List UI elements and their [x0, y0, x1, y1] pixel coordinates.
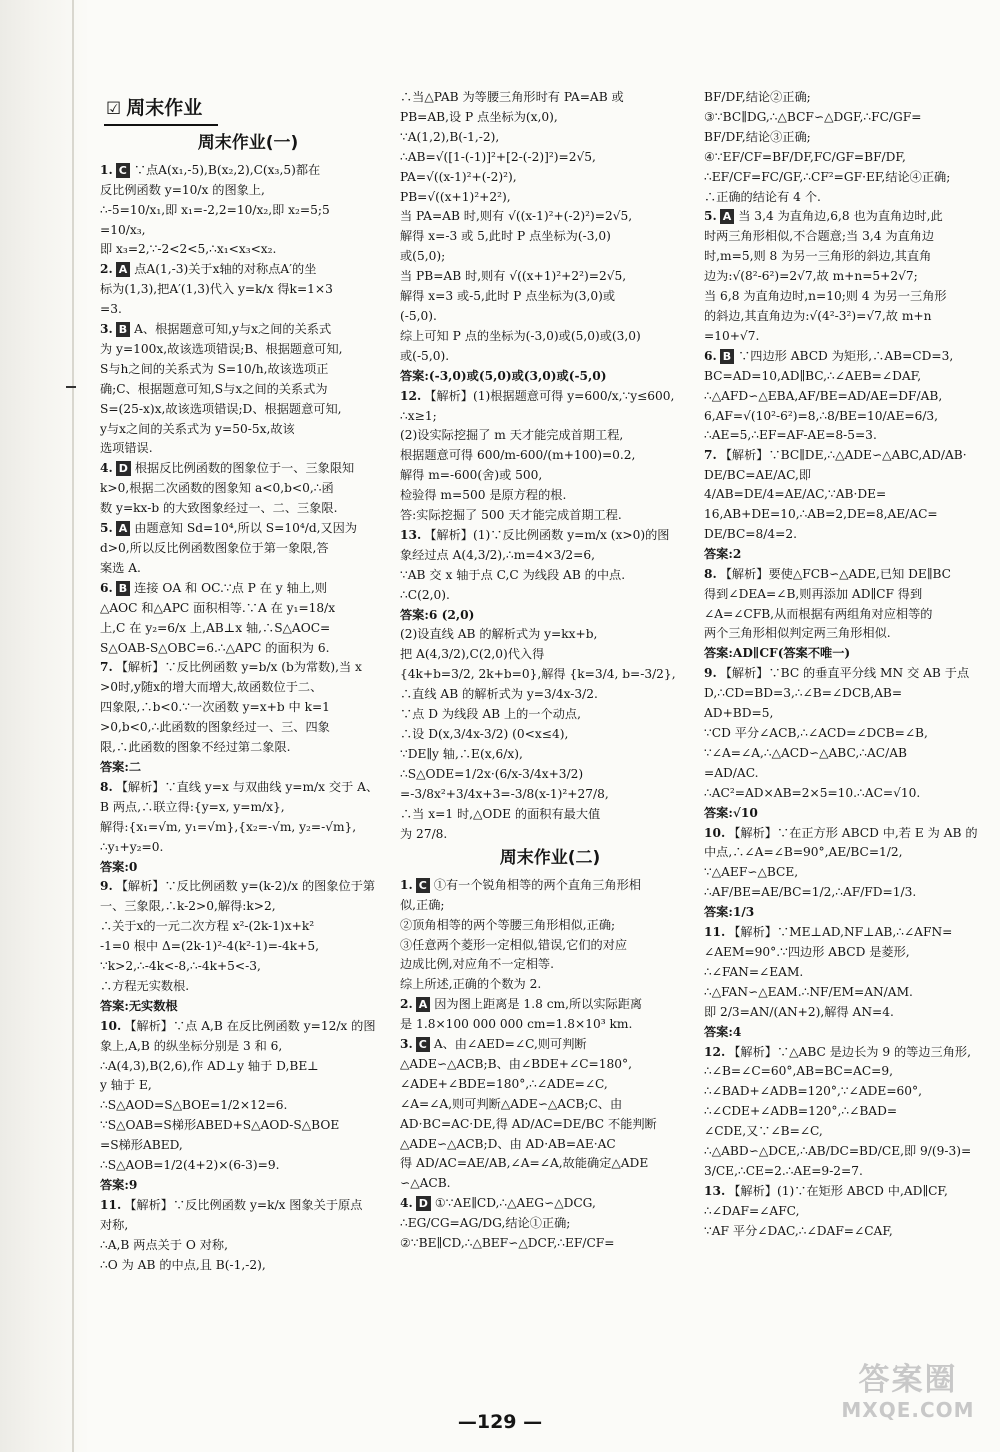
text-line: 【解析】∵在正方形 ABCD 中,若 E 为 AB 的	[728, 825, 978, 840]
text-line: 6,AF=√(10²-6²)=8,∴8/BE=10/AE=6/3,	[704, 408, 939, 423]
question-2	[100, 260, 396, 319]
text-line: {4k+b=3/2, 2k+b=0},解得 {k=3/4, b=-3/2},	[400, 667, 676, 682]
text-line: ∴A(4,3),B(2,6),作 AD⊥y 轴于 D,BE⊥	[100, 1058, 319, 1073]
text-line: ∵AB 交 x 轴于点 C,C 为线段 AB 的中点.	[400, 567, 626, 582]
text-line: 象经过点 A(4,3/2),∴m=4×3/2=6,	[400, 547, 595, 562]
text-line: 检验得 m=500 是原方程的根.	[400, 488, 567, 503]
answer-choice-badge: A	[720, 209, 735, 224]
text-line: 【解析】∵BC 的垂直平分线 MN 交 AB 于点	[719, 666, 970, 681]
text-line: ∴EG/CG=AG/DG,结论①正确;	[400, 1216, 571, 1231]
text-line: 【解析】(1)∵在矩形 ABCD 中,AD∥CF,	[728, 1183, 948, 1198]
text-line: =10/x₃,	[100, 222, 146, 237]
text-line: ∵点 D 为线段 AB 上的一个动点,	[400, 707, 581, 722]
question-number: 12.	[400, 388, 422, 403]
text-line: 【解析】∵反比例函数 y=k/x 图象关于原点	[124, 1197, 363, 1212]
text-line: △ADE∽△ACB;D、由 AD·AB=AE·AC	[400, 1136, 616, 1151]
text-line: ∴S△AOD=S△BOE=1/2×12=6.	[100, 1098, 288, 1113]
text-line: =-3/8x²+3/4x+3=-3/8(x-1)²+27/8,	[400, 786, 609, 801]
text-line: DE/BC=8/4=2.	[704, 526, 797, 541]
text-line: ∴方程无实数根.	[100, 978, 190, 993]
text-line: ∵S△OAB=S梯形ABED+S△AOD-S△BOE	[100, 1118, 340, 1133]
text-line: 由题意知 Sd=10⁴,所以 S=10⁴/d,又因为	[134, 521, 358, 536]
answer-choice-badge: B	[116, 581, 130, 596]
text-line: 案选 A.	[100, 560, 141, 575]
text-line: 【解析】∵直线 y=x 与双曲线 y=m/x 交于 A、	[115, 779, 379, 794]
text-line: ∴正确的结论有 4 个.	[704, 189, 821, 204]
answer-choice-badge: D	[116, 461, 131, 476]
text-line: 似,正确;	[400, 897, 445, 912]
text-line: ②顶角相等的两个等腰三角形相似,正确;	[400, 917, 616, 932]
question-number: 8.	[100, 779, 113, 794]
question-2-8	[704, 565, 994, 664]
text-line: 得 AD/AC=AE/AB,∠A=∠A,故能确定△ADE	[400, 1156, 649, 1171]
text-line: ∴C(2,0).	[400, 587, 450, 602]
question-number: 2.	[400, 997, 413, 1012]
question-2-11	[704, 923, 994, 1041]
text-line: ∴∠B=∠C=60°,AB=BC=AC=9,	[704, 1064, 894, 1079]
text-line: 16,AB+DE=10,∴AB=2,DE=8,AE/AC=	[704, 507, 938, 522]
text-line: ∵△AEF∽△BCE,	[704, 865, 799, 880]
text-line: ∴AF/BE=AE/BC=1/2,∴AF/FD=1/3.	[704, 885, 917, 900]
text-line: DE/BC=AE/AC,即 4/AB=DE/4=AE/AC,∵AB·DE=	[704, 468, 887, 502]
question-2-13	[704, 1182, 994, 1241]
watermark-sub: MXQE.COM	[841, 1398, 975, 1422]
text-line: 一、三象限,∴k-2>0,解得:k>2,	[100, 899, 276, 914]
text-line: S=(25-x)x,故该选项错误;D、根据题意可知,	[100, 401, 342, 416]
text-line: ∴当△PAB 为等腰三角形时有 PA=AB 或	[400, 90, 624, 104]
answer-page	[100, 88, 995, 1328]
text-line: 上,C 在 y₂=6/x 上,AB⊥x 轴,∴S△AOC=	[100, 620, 331, 635]
text-line: y与x之间的关系式为 y=50-5x,故该	[100, 421, 295, 436]
text-line: (2)设实际挖掘了 m 天才能完成首期工程,	[400, 428, 624, 443]
text-line: ∴A,B 两点关于 O 对称,	[100, 1237, 228, 1252]
text-line: 3/CE,∴CE=2.∴AE=9-2=7.	[704, 1163, 863, 1178]
text-line: ∴∠BAD+∠ADB=120°,∵∠ADE=60°,	[704, 1084, 923, 1099]
text-line: ∽△ACB.	[400, 1176, 451, 1191]
answer-choice-badge: C	[416, 1037, 430, 1052]
answer-line: 答案:AD∥CF(答案不唯一)	[704, 646, 851, 661]
question-number: 6.	[704, 348, 717, 363]
question-number: 4.	[100, 461, 113, 476]
answer-choice-badge: B	[720, 349, 734, 364]
text-line: 为 y=100x,故该选项错误;B、根据题意可知,	[100, 341, 343, 356]
answer-line: 答案:(-3,0)或(5,0)或(3,0)或(-5,0)	[400, 368, 607, 383]
question-2-7	[704, 446, 994, 563]
text-line: ∴当 x=1 时,△ODE 的面积有最大值	[400, 806, 601, 821]
text-line: 综上可知 P 点的坐标为(-3,0)或(5,0)或(3,0)	[400, 328, 641, 343]
text-line: ∴△ABD∽△DCE,∴AB/DC=BD/CE,即 9/(9-3)=	[704, 1144, 972, 1159]
question-12	[400, 387, 700, 525]
text-line: 或(5,0);	[400, 249, 446, 264]
text-line: =S梯形ABED,	[100, 1138, 183, 1153]
question-3	[100, 320, 396, 458]
text-line: A、由∠AED=∠C,则可判断	[433, 1037, 587, 1052]
text-line: ∵∠A=∠A,∴△ACD∽△ABC,∴AC/AB	[704, 745, 907, 760]
question-2-6	[704, 347, 994, 446]
text-line: △AOC 和△APC 面积相等.∵A 在 y₁=18/x	[100, 600, 336, 615]
text-line: △ADE∽△ACB;B、由∠BDE+∠C=180°,	[400, 1056, 632, 1071]
text-line: d>0,所以反比例函数图象位于第一象限,答	[100, 541, 329, 555]
text-line: 时两三角形相似,不合题意;当 3,4 为直角边	[704, 229, 935, 244]
text-line: 当 PB=AB 时,则有 √((x+1)²+2²)=2√5,	[400, 269, 627, 284]
text-line: ∴∠DAF=∠AFC,	[704, 1203, 800, 1218]
text-line: ∵AF 平分∠DAC,∴∠DAF=∠CAF,	[704, 1223, 893, 1238]
subtitle-weekend-1: 周末作业(一)	[197, 133, 299, 154]
text-line: 限,∴此函数的图象不经过第二象限.	[100, 740, 291, 755]
binding-margin	[0, 0, 90, 1452]
text-line: 解得:{x₁=√m, y₁=√m},{x₂=-√m, y₂=-√m},	[100, 819, 357, 834]
section-banner	[104, 94, 218, 126]
text-line: ∠A=∠A,则可判断△ADE∽△ACB;C、由	[400, 1096, 623, 1111]
page-number: —129 —	[457, 1411, 543, 1433]
text-line: ∴直线 AB 的解析式为 y=3/4x-3/2.	[400, 687, 598, 702]
question-number: 4.	[400, 1196, 413, 1211]
question-number: 13.	[704, 1183, 726, 1198]
text-line: (2)设直线 AB 的解析式为 y=kx+b,	[400, 627, 598, 642]
text-line: ∵四边形 ABCD 为矩形,∴AB=CD=3,	[738, 348, 954, 363]
text-line: ∠AEM=90°.∵四边形 ABCD 是菱形,	[704, 944, 910, 959]
text-line: ①有一个锐角相等的两个直角三角形相	[433, 877, 641, 892]
text-line: 时,m=5,则 8 为另一三角形的斜边,其直角	[704, 249, 932, 264]
text-line: 即 2/3=AN/(AN+2),解得 AN=4.	[704, 1004, 894, 1019]
question-number: 13.	[400, 527, 422, 542]
question-number: 1.	[100, 162, 113, 177]
question-11	[100, 1196, 396, 1275]
text-line: AD+BD=5,	[704, 706, 774, 721]
question-1	[100, 161, 396, 260]
text-line: ②∵BE∥CD,∴△BEF∽△DCF,∴EF/CF=	[400, 1236, 615, 1251]
answer-choice-badge: C	[416, 878, 430, 893]
text-line: 反比例函数 y=10/x 的图象上,	[100, 182, 265, 197]
text-line: 边为:√(8²-6²)=2√7,故 m+n=5+2√7;	[704, 269, 918, 284]
question-number: 2.	[100, 262, 113, 277]
text-line: k>0,根据二次函数的图象知 a<0,b<0,∴函	[100, 481, 334, 496]
question-2-4	[400, 1194, 700, 1253]
text-line: PB=√((x+1)²+2²),	[400, 189, 511, 204]
text-line: 两个三角形相似判定两三角形相似.	[704, 626, 891, 641]
question-number: 10.	[100, 1018, 122, 1033]
text-line: =10+√7.	[704, 328, 760, 343]
answer-choice-badge: C	[116, 163, 130, 178]
text-line: =3.	[100, 302, 122, 317]
text-line: 选项错误.	[100, 441, 153, 456]
text-line: 把 A(4,3/2),C(2,0)代入得	[400, 647, 545, 662]
question-number: 10.	[704, 825, 726, 840]
text-line: ∴关于x的一元二次方程 x²-(2k-1)x+k²	[100, 919, 315, 934]
text-line: ∴S△ODE=1/2x·(6/x-3/4x+3/2)	[400, 766, 584, 781]
text-line: ∴∠CDE+∠ADB=120°,∴∠BAD=	[704, 1104, 898, 1119]
text-line: 或(-5,0).	[400, 348, 450, 363]
text-line: 对称,	[100, 1217, 129, 1232]
answer-choice-badge: A	[116, 262, 131, 277]
text-line: ∵k>2,∴-4k<-8,∴-4k+5<-3,	[100, 959, 261, 974]
text-line: 根据题意可得 600/m-600/(m+100)=0.2,	[400, 448, 636, 463]
question-7	[100, 658, 396, 776]
text-line: 当 PA=AB 时,则有 √((x-1)²+(-2)²)=2√5,	[400, 209, 633, 224]
answer-line: 答案:√10	[704, 805, 758, 820]
column-2	[400, 88, 700, 1328]
question-9	[100, 877, 396, 1015]
text-line: >0,b<0,∴此函数的图象经过一、三、四象	[100, 720, 330, 735]
question-number: 5.	[100, 521, 113, 536]
text-line: 【解析】(1)∵反比例函数 y=m/x (x>0)的图	[424, 527, 670, 542]
text-line: ∠ADE+∠BDE=180°,∴∠ADE=∠C,	[400, 1076, 608, 1091]
text-line: ∵A(1,2),B(-1,-2),	[400, 129, 500, 144]
text-line: 数 y=kx-b 的大致图象经过一、二、三象限.	[100, 501, 338, 516]
text-line: ∴AE=5,∴EF=AF-AE=8-5=3.	[704, 428, 877, 443]
watermark-logo	[824, 1362, 992, 1422]
text-line: ∴AB=√([1-(-1)]²+[2-(-2)]²)=2√5,	[400, 149, 596, 164]
question-2-2	[400, 995, 700, 1034]
answer-choice-badge: A	[116, 521, 131, 536]
text-line: BF/DF,结论②正确;	[704, 90, 811, 104]
question-2-10	[704, 824, 994, 923]
text-line: 得到∠DEA=∠B,则再添加 AD∥CF 得到	[704, 586, 923, 601]
question-10	[100, 1017, 396, 1195]
text-line: 综上所述,正确的个数为 2.	[400, 977, 542, 992]
question-13	[400, 526, 700, 844]
text-line: 【解析】要使△FCB∽△ADE,已知 DE∥BC	[719, 566, 951, 581]
text-line: y 轴于 E,	[100, 1078, 152, 1093]
text-line: 当 3,4 为直角边,6,8 也为直角边时,此	[738, 209, 943, 224]
text-line: S△OAB-S△OBC=6.∴△APC 的面积为 6.	[100, 640, 330, 655]
question-4	[100, 459, 396, 518]
text-line: ∴S△AOB=1/2(4+2)×(6-3)=9.	[100, 1158, 280, 1173]
question-2-3	[400, 1035, 700, 1193]
answer-line: 答案:无实数根	[100, 998, 178, 1013]
question-6	[100, 579, 396, 658]
text-line: AD·BC=AC·DE,得 AD/AC=DE/BC 不能判断	[400, 1116, 657, 1131]
text-line: PB=AB,设 P 点坐标为(x,0),	[400, 109, 558, 124]
subtitle-weekend-2: 周末作业(二)	[499, 848, 601, 869]
text-line: ∴△AFD∽△EBA,AF/BE=AD/AE=DF/AB,	[704, 388, 943, 403]
text-line: 【解析】∵点 A,B 在反比例函数 y=12/x 的图	[124, 1018, 376, 1033]
answer-line: 答案:1/3	[704, 905, 755, 920]
text-line: ∠A=∠CFB,从而根据有两组角对应相等的	[704, 606, 933, 621]
text-line: 答:实际挖掘了 500 天才能完成首期工程.	[400, 508, 622, 523]
text-line: 标为(1,3),把A′(1,3)代入 y=k/x 得k=1×3	[100, 282, 333, 297]
text-line: S与h之间的关系式为 S=10/h,故该选项正	[100, 361, 329, 376]
text-line: ∴△FAN∽△EAM.∴NF/EM=AN/AM.	[704, 984, 913, 999]
answer-line: 答案:4	[704, 1024, 742, 1039]
question-number: 9.	[704, 666, 717, 681]
text-line: (-5,0).	[400, 308, 437, 323]
text-line: 【解析】∵BC∥DE,∴△ADE∽△ABC,AD/AB·	[719, 448, 967, 463]
text-line: -1=0 根中 Δ=(2k-1)²-4(k²-1)=-4k+5,	[100, 939, 319, 954]
question-8	[100, 778, 396, 877]
text-line: 根据反比例函数的图象位于一、三象限知	[134, 461, 355, 476]
answer-choice-badge: D	[416, 1196, 431, 1211]
watermark-main: 答案圈	[858, 1362, 958, 1398]
question-number: 3.	[100, 322, 113, 337]
text-line: 因为图上距离是 1.8 cm,所以实际距离	[434, 997, 643, 1012]
question-number: 3.	[400, 1037, 413, 1052]
text-line: ∴∠FAN=∠EAM.	[704, 964, 804, 979]
question-number: 5.	[704, 209, 717, 224]
question-number: 1.	[400, 877, 413, 892]
text-line: ④∵EF/CF=BF/DF,FC/GF=BF/DF,	[704, 149, 906, 164]
text-line: 解得 x=-3 或 5,此时 P 点坐标为(-3,0)	[400, 229, 611, 244]
text-line: 是 1.8×100 000 000 cm=1.8×10³ km.	[400, 1017, 633, 1032]
text-line: B 两点,∴联立得:{y=x, y=m/x},	[100, 799, 285, 814]
text-line: 【解析】∵反比例函数 y=(k-2)/x 的图象位于第	[115, 879, 376, 894]
text-line: 为 27/8.	[400, 826, 448, 841]
text-line: 当 6,8 为直角边时,n=10;则 4 为另一三角形	[704, 289, 947, 304]
question-number: 12.	[704, 1044, 726, 1059]
text-line: BF/DF,结论③正确;	[704, 129, 811, 144]
question-11-continued	[400, 88, 700, 386]
section-banner-text: 周末作业	[126, 97, 203, 119]
text-line: PA=√((x-1)²+(-2)²),	[400, 169, 517, 184]
text-line: 即 x₃=2,∵-2<2<5,∴x₁<x₃<x₂.	[100, 242, 277, 257]
text-line: ∴y₁+y₂=0.	[100, 839, 164, 854]
column-3	[704, 88, 994, 1328]
text-line: ∴设 D(x,3/4x-3/2) (0<x≤4),	[400, 727, 569, 741]
answer-line: 答案:2	[704, 546, 742, 561]
text-line: 边成比例,对应角不一定相等.	[400, 957, 554, 972]
text-line: ∵点A(x₁,-5),B(x₂,2),C(x₃,5)都在	[133, 162, 321, 177]
text-line: A、根据题意可知,y与x之间的关系式	[134, 322, 332, 337]
text-line: ∴x≥1;	[400, 408, 437, 423]
question-number: 11.	[100, 1197, 122, 1212]
text-line: =AD/AC.	[704, 765, 759, 780]
question-number: 11.	[704, 925, 726, 940]
text-line: >0时,y随x的增大而增大,故函数位于二、	[100, 680, 323, 695]
text-line: 中点,∴∠A=∠B=90°,AE/BC=1/2,	[704, 845, 903, 860]
text-line: ∴-5=10/x₁,即 x₁=-2,2=10/x₂,即 x₂=5;5	[100, 202, 330, 217]
text-line: D,∴CD=BD=3,∴∠B=∠DCB,AB=	[704, 686, 903, 701]
answer-line: 答案:二	[100, 759, 142, 774]
text-line: ③任意两个菱形一定相似,错误,它们的对应	[400, 937, 628, 952]
column-1	[100, 88, 396, 1328]
text-line: 【解析】∵反比例函数 y=b/x (b为常数),当 x	[115, 660, 362, 675]
text-line: 解得 m=-600(舍)或 500,	[400, 468, 543, 483]
question-2-12	[704, 1043, 994, 1181]
text-line: 四象限,∴b<0.∵一次函数 y=x+b 中 k=1	[100, 700, 330, 715]
text-line: ∵CD 平分∠ACB,∴∠ACD=∠DCB=∠B,	[704, 726, 928, 740]
question-number: 9.	[100, 879, 113, 894]
text-line: ∵DE∥y 轴,∴E(x,6/x),	[400, 746, 523, 761]
text-line: ∴AC²=AD×AB=2×5=10.∴AC=√10.	[704, 785, 921, 800]
question-5	[100, 519, 396, 578]
question-2-4-continued	[704, 88, 994, 206]
question-2-9	[704, 664, 994, 822]
text-line: ∴O 为 AB 的中点,且 B(-1,-2),	[100, 1257, 266, 1272]
text-line: ①∵AE∥CD,∴△AEG∽△DCG,	[434, 1196, 596, 1211]
question-number: 7.	[100, 660, 113, 675]
text-line: 【解析】∵ME⊥AD,NF⊥AB,∴∠AFN=	[728, 925, 953, 940]
text-line: 【解析】(1)根据题意可得 y=600/x,∵y≤600,	[424, 388, 675, 403]
question-number: 6.	[100, 580, 113, 595]
text-line: ③∵BC∥DG,∴△BCF∽△DGF,∴FC/GF=	[704, 109, 922, 124]
question-2-1	[400, 876, 700, 994]
question-2-5	[704, 207, 994, 345]
text-line: BC=AD=10,AD∥BC,∴∠AEB=∠DAF,	[704, 368, 922, 383]
answer-line: 答案:0	[100, 859, 138, 874]
checkmark-icon: ☑	[106, 98, 122, 119]
answer-line: 答案:9	[100, 1178, 138, 1192]
text-line: 【解析】∵△ABC 是边长为 9 的等边三角形,	[728, 1044, 971, 1059]
text-line: 的斜边,其直角边为:√(4²-3²)=√7,故 m+n	[704, 308, 932, 323]
text-line: ∠CDE,又∵∠B=∠C,	[704, 1124, 823, 1139]
margin-tick	[66, 386, 76, 388]
question-number: 8.	[704, 566, 717, 581]
text-line: 象上,A,B 的纵坐标分别是 3 和 6,	[100, 1038, 283, 1053]
answer-choice-badge: B	[116, 322, 130, 337]
text-line: 确;C、根据题意可知,S与x之间的关系式为	[100, 381, 328, 396]
text-line: ∴EF/CF=FC/GF,∴CF²=GF·EF,结论④正确;	[704, 169, 951, 184]
text-line: 解得 x=3 或-5,此时 P 点坐标为(3,0)或	[400, 289, 616, 304]
text-line: 点A(1,-3)关于x轴的对称点A′的坐	[134, 262, 317, 277]
answer-choice-badge: A	[416, 997, 431, 1012]
question-number: 7.	[704, 448, 717, 463]
text-line: 连接 OA 和 OC.∵点 P 在 y 轴上,则	[134, 580, 328, 595]
answer-line: 答案:6 (2,0)	[400, 607, 475, 622]
